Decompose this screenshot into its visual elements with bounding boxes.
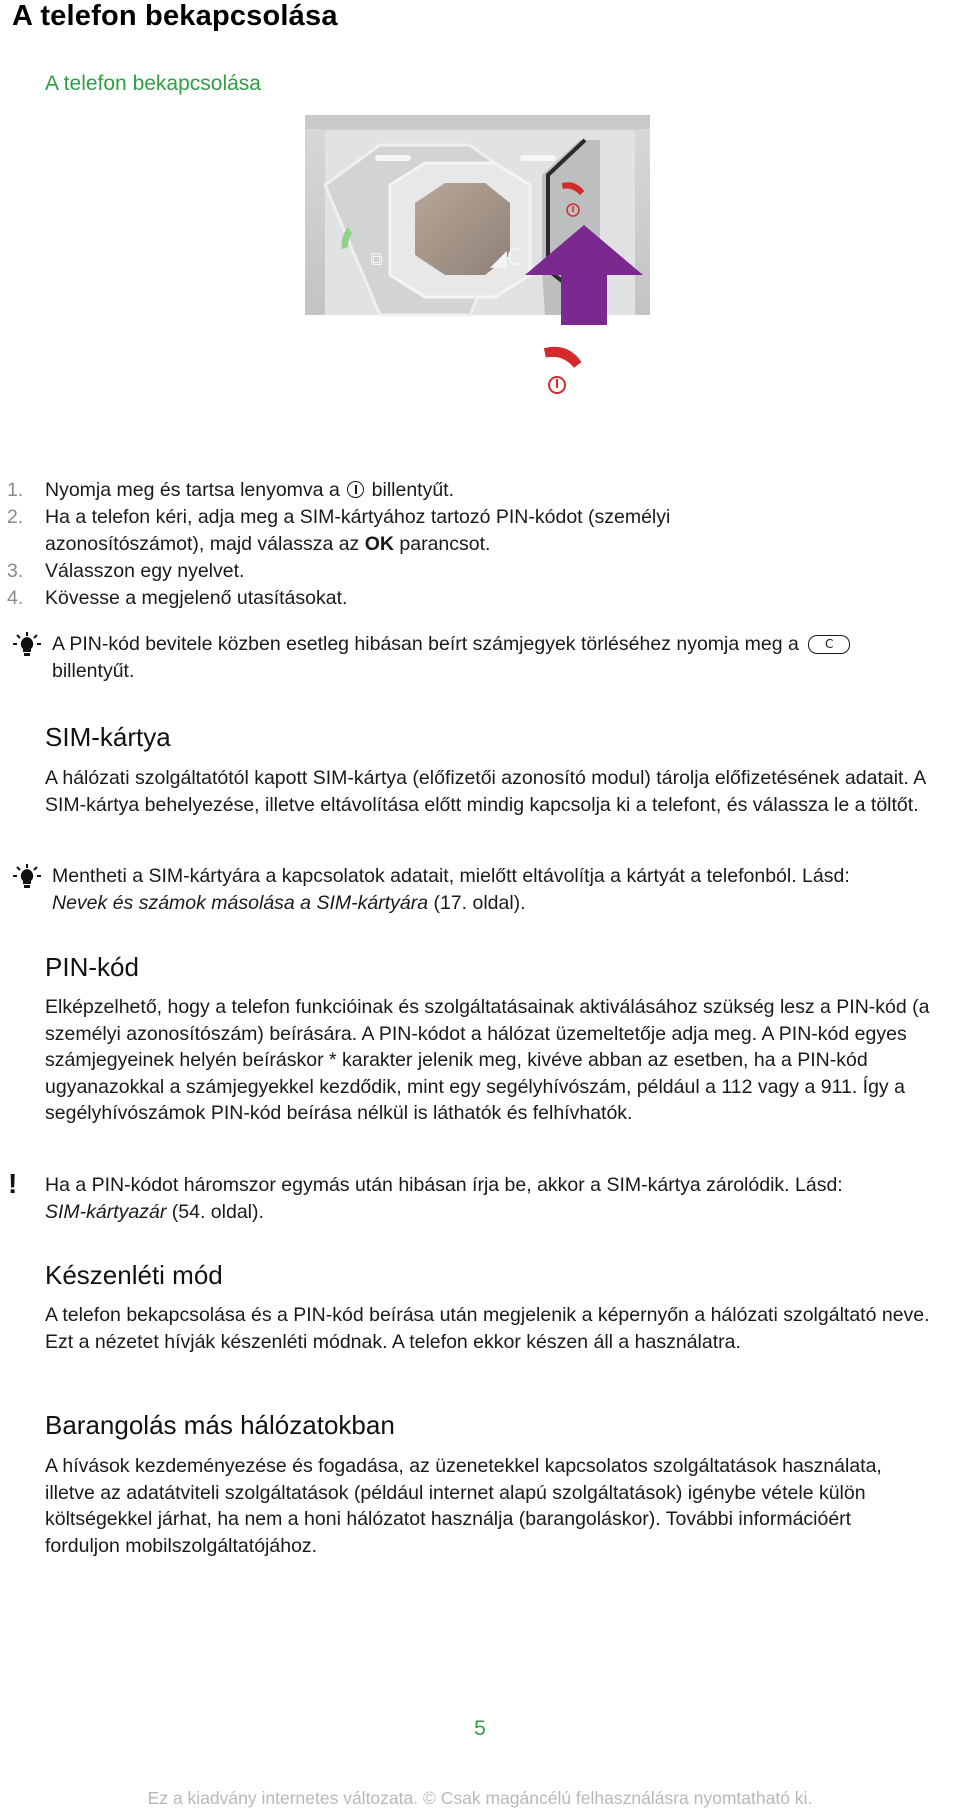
footer: Ez a kiadvány internetes változata. © Csak magáncélú felhasználásra nyomtatható ki.	[147, 1788, 813, 1808]
step-text: billentyűt.	[371, 479, 455, 501]
warning-icon: !	[8, 1168, 18, 1199]
list-item: 2. Ha a telefon kéri, adja meg a SIM-kártyához tartozó PIN-kódot (személyi azonosítószámot), majd válassza az OK parancsot.	[7, 506, 671, 555]
tip-text: Mentheti a SIM-kártyára a kapcsolatok adatait, mielőtt eltávolítja a kártyát a telefonból. Lásd: Nevek és számok másolása a SIM-kártyára (17. oldal).	[52, 865, 850, 914]
step-text: Nyomja meg és tartsa lenyomva a	[45, 479, 340, 501]
list-item: 4. Kövesse a megjelenő utasításokat.	[7, 587, 348, 609]
tip-sim-save	[12, 863, 932, 917]
roaming-heading: Barangolás más hálózatokban	[45, 1410, 395, 1440]
power-icon	[347, 481, 364, 498]
warning-pin-lock	[8, 1168, 928, 1226]
tip-text: A PIN-kód bevitele közben esetleg hibásan beírt számjegyek törléséhez nyomja meg a C billentyűt.	[52, 631, 932, 685]
ok-label: OK	[364, 533, 394, 555]
step-text: parancsot.	[399, 533, 491, 555]
page-number: 5	[474, 1717, 486, 1740]
sim-body: A hálózati szolgáltatótól kapott SIM-kártya (előfizetői azonosító modul) tárolja előfizetésének adatait. A SIM-kártya behelyezése, illetve eltávolítása előtt mindig kapcsolja ki a telefont, és válassza le a töltőt.	[45, 767, 926, 816]
step-text: Kövesse a megjelenő utasításokat.	[45, 587, 348, 609]
phone-keypad-illustration	[280, 115, 700, 470]
lightbulb-icon	[12, 863, 42, 889]
step-text: azonosítószámot), majd válassza az	[45, 533, 360, 555]
c-key-icon: C	[808, 635, 850, 654]
reference-link[interactable]: Nevek és számok másolása a SIM-kártyára	[52, 892, 429, 914]
list-item: 3. Válasszon egy nyelvet.	[7, 560, 245, 582]
standby-heading: Készenléti mód	[45, 1260, 223, 1290]
lightbulb-icon	[12, 631, 42, 657]
pin-heading: PIN-kód	[45, 952, 139, 982]
svg-text:⧉: ⧉	[370, 249, 383, 270]
standby-body: A telefon bekapcsolása és a PIN-kód beírása után megjelenik a képernyőn a hálózati szolgáltató neve. Ezt a nézetet hívják készenléti módnak. A telefon ekkor készen áll a használatra.	[45, 1304, 930, 1353]
startup-steps	[7, 477, 915, 612]
svg-text:◢C: ◢C	[490, 246, 523, 271]
page-title: A telefon bekapcsolása	[12, 0, 338, 32]
list-item: 1. Nyomja meg és tartsa lenyomva a billentyűt.	[7, 479, 455, 501]
reference-link[interactable]: SIM-kártyazár	[45, 1201, 167, 1223]
sim-heading: SIM-kártya	[45, 722, 171, 752]
step-text: Ha a telefon kéri, adja meg a SIM-kártyához tartozó PIN-kódot (személyi	[45, 506, 671, 528]
step-text: Válasszon egy nyelvet.	[45, 560, 245, 582]
roaming-body: A hívások kezdeményezése és fogadása, az üzenetekkel kapcsolatos szolgáltatások használata, illetve az adatátviteli szolgáltatások (például internet alapú szolgáltatások) igénybe vétele külön költségekkel járhat, ha nem a honi hálózatot használja (barangoláskor). További információért forduljon mobilszolgáltatójához.	[45, 1455, 882, 1557]
pin-body: Elképzelhető, hogy a telefon funkcióinak és szolgáltatásainak aktiválásához szükség lesz a PIN-kód (a személyi azonosítószám) beírására. A PIN-kódot a hálózat üzemeltetője adja meg. A PIN-kód egyes számjegyeinek helyén beíráskor * karakter jelenik meg, kivéve abban az esetben, ha a PIN-kód ugyanazokkal a számjegyekkel kezdődik, mint egy segélyhívószám, például a 112 vagy a 911. Így a segélyhívószámok PIN-kód beírása nélkül is láthatók és felhívhatók.	[45, 996, 930, 1124]
tip-pin-delete	[12, 631, 932, 685]
warning-text: Ha a PIN-kódot háromszor egymás után hibásan írja be, akkor a SIM-kártya zárolódik. Lásd: SIM-kártyazár (54. oldal).	[45, 1174, 843, 1223]
section-label: A telefon bekapcsolása	[45, 72, 261, 95]
